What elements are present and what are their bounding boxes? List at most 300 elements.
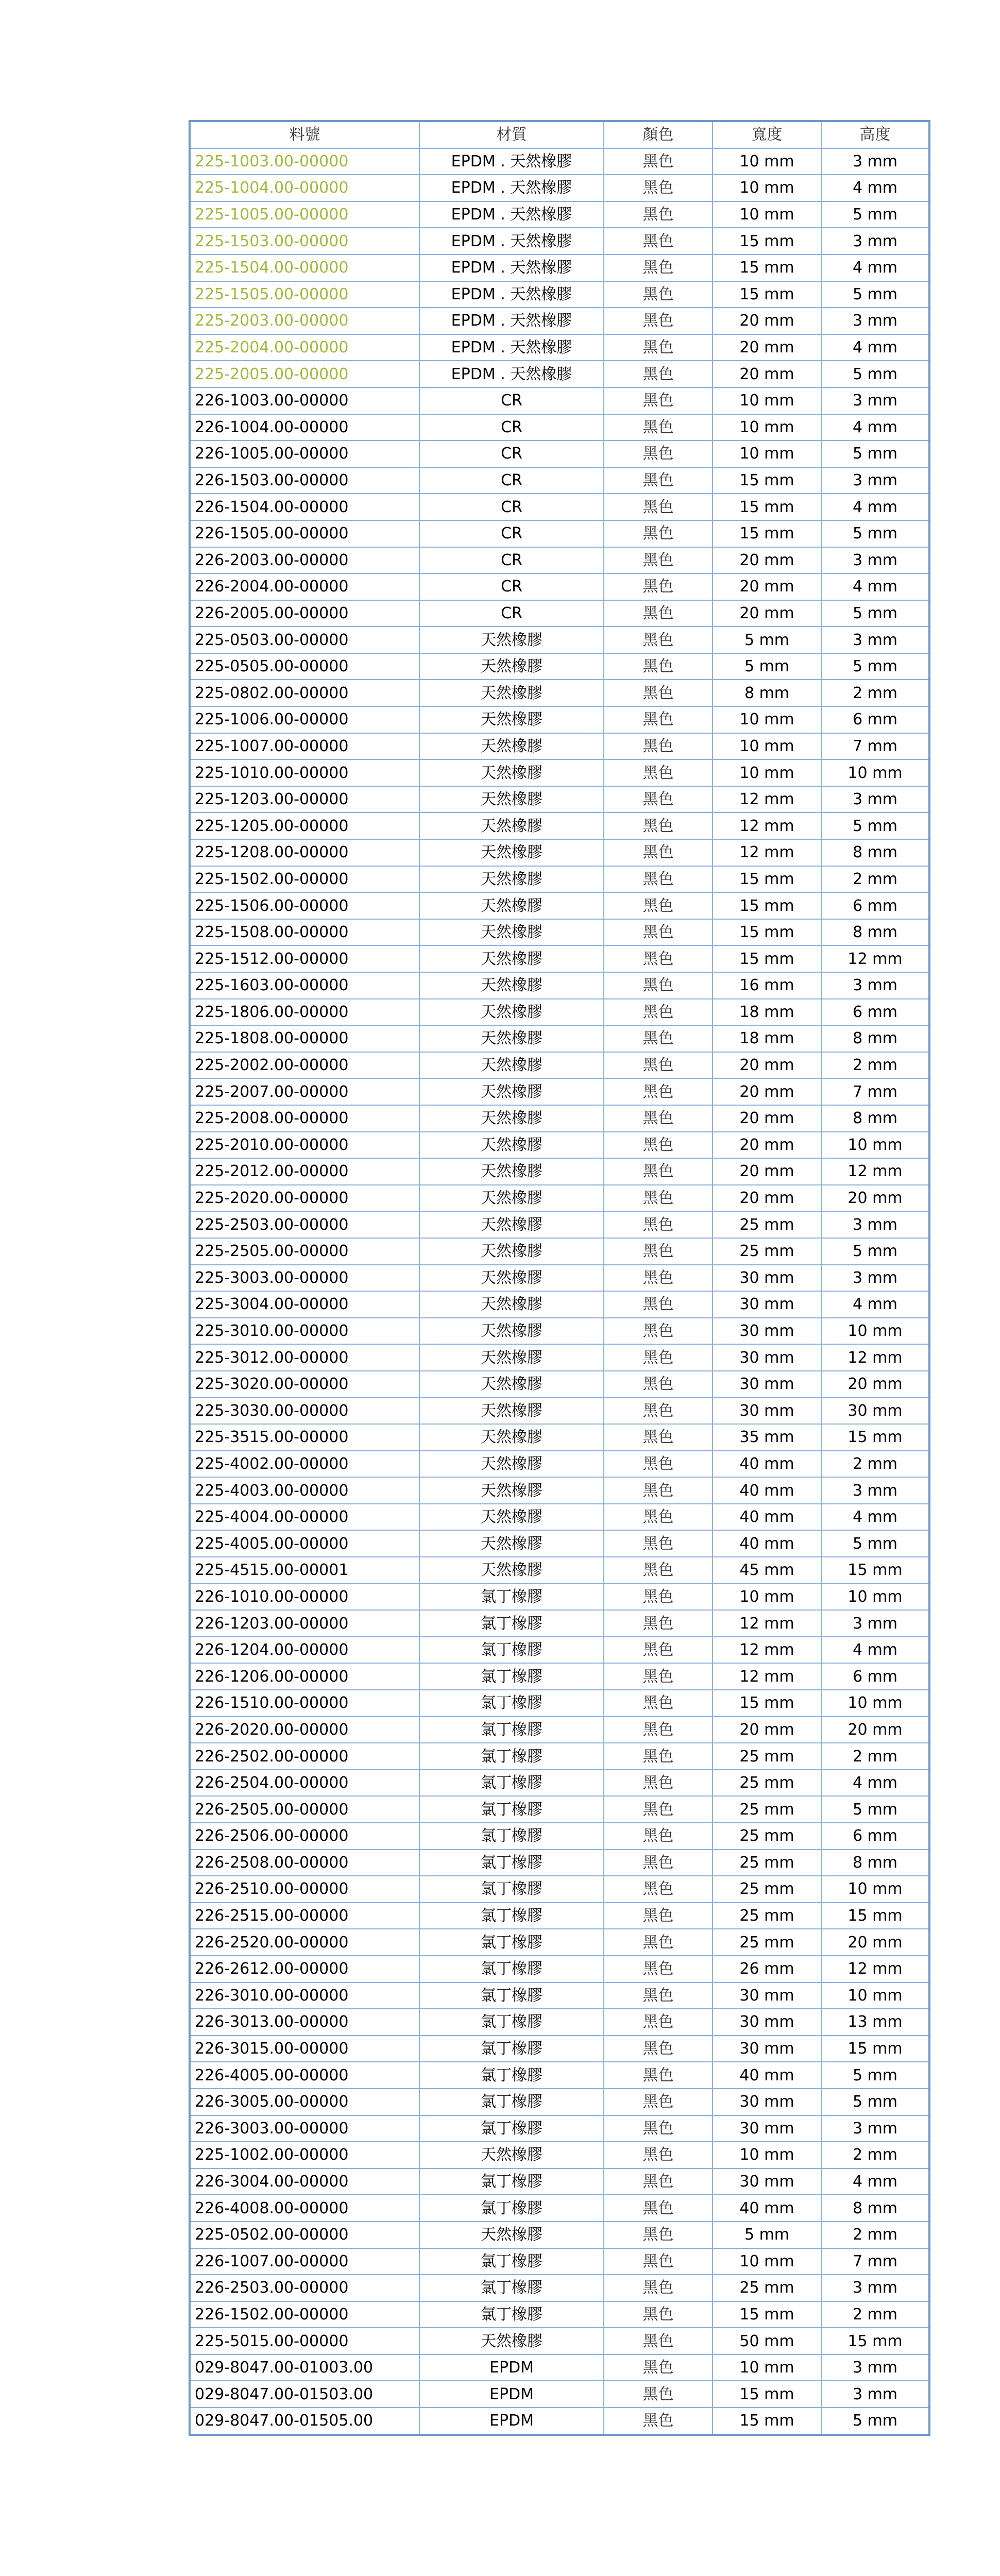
color-cell: 黑色 bbox=[604, 2115, 713, 2142]
width-cell: 45 mm bbox=[713, 1557, 821, 1584]
height-cell: 10 mm bbox=[821, 1690, 929, 1717]
material-cell: 天然橡膠 bbox=[419, 839, 604, 866]
color-cell: 黑色 bbox=[604, 1796, 713, 1823]
part-no-cell: 225-4003.00-00000 bbox=[190, 1477, 419, 1504]
height-cell: 6 mm bbox=[821, 892, 929, 919]
table-row bbox=[190, 680, 929, 706]
part-no-cell: 225-2505.00-00000 bbox=[190, 1238, 419, 1265]
table-row bbox=[190, 2142, 929, 2168]
color-cell: 黑色 bbox=[604, 1823, 713, 1850]
color-cell: 黑色 bbox=[604, 2222, 713, 2248]
width-cell: 25 mm bbox=[713, 1743, 821, 1770]
part-no-cell: 226-4005.00-00000 bbox=[190, 2062, 419, 2089]
part-no-cell: 226-3004.00-00000 bbox=[190, 2168, 419, 2195]
width-cell: 30 mm bbox=[713, 2168, 821, 2195]
material-cell: CR bbox=[419, 414, 604, 441]
height-cell: 8 mm bbox=[821, 839, 929, 866]
table-row bbox=[190, 1717, 929, 1743]
table-row bbox=[190, 1610, 929, 1637]
height-cell: 5 mm bbox=[821, 1796, 929, 1823]
height-cell: 4 mm bbox=[821, 255, 929, 281]
color-cell: 黑色 bbox=[604, 1504, 713, 1531]
height-cell: 8 mm bbox=[821, 1850, 929, 1876]
part-no-cell: 226-1502.00-00000 bbox=[190, 2301, 419, 2328]
part-no-cell: 225-2020.00-00000 bbox=[190, 1185, 419, 1212]
table-row bbox=[190, 573, 929, 600]
height-cell: 3 mm bbox=[821, 626, 929, 653]
color-cell: 黑色 bbox=[604, 839, 713, 866]
width-cell: 15 mm bbox=[713, 2381, 821, 2408]
color-cell: 黑色 bbox=[604, 706, 713, 733]
height-cell: 20 mm bbox=[821, 1185, 929, 1212]
table-row bbox=[190, 2275, 929, 2301]
height-cell: 3 mm bbox=[821, 2275, 929, 2301]
height-cell: 6 mm bbox=[821, 1823, 929, 1850]
width-cell: 10 mm bbox=[713, 2248, 821, 2275]
part-no-cell: 226-2004.00-00000 bbox=[190, 573, 419, 600]
color-cell: 黑色 bbox=[604, 2089, 713, 2115]
table-row bbox=[190, 1823, 929, 1850]
material-cell: 氯丁橡膠 bbox=[419, 2275, 604, 2301]
part-no-cell: 226-3005.00-00000 bbox=[190, 2089, 419, 2115]
table-row bbox=[190, 1743, 929, 1770]
width-cell: 20 mm bbox=[713, 1185, 821, 1212]
color-cell: 黑色 bbox=[604, 1211, 713, 1238]
table-row bbox=[190, 919, 929, 946]
part-no-cell: 225-0505.00-00000 bbox=[190, 653, 419, 680]
width-cell: 12 mm bbox=[713, 786, 821, 813]
width-cell: 30 mm bbox=[713, 1371, 821, 1398]
material-cell: 氯丁橡膠 bbox=[419, 2036, 604, 2062]
color-cell: 黑色 bbox=[604, 1717, 713, 1743]
material-cell: CR bbox=[419, 573, 604, 600]
part-no-cell: 226-1505.00-00000 bbox=[190, 520, 419, 547]
height-cell: 4 mm bbox=[821, 1291, 929, 1318]
part-no-cell: 226-1003.00-00000 bbox=[190, 387, 419, 414]
height-cell: 5 mm bbox=[821, 2089, 929, 2115]
table-row bbox=[190, 1291, 929, 1318]
color-cell: 黑色 bbox=[604, 1690, 713, 1717]
color-cell: 黑色 bbox=[604, 1850, 713, 1876]
material-cell: 天然橡膠 bbox=[419, 786, 604, 813]
color-cell: 黑色 bbox=[604, 1770, 713, 1797]
material-cell: 氯丁橡膠 bbox=[419, 1929, 604, 1956]
material-cell: 氯丁橡膠 bbox=[419, 1717, 604, 1743]
height-cell: 8 mm bbox=[821, 1025, 929, 1052]
width-cell: 15 mm bbox=[713, 255, 821, 281]
part-no-cell: 225-1007.00-00000 bbox=[190, 733, 419, 760]
table-row bbox=[190, 2328, 929, 2354]
material-cell: 天然橡膠 bbox=[419, 892, 604, 919]
part-no-cell: 226-1204.00-00000 bbox=[190, 1637, 419, 1664]
width-cell: 20 mm bbox=[713, 1105, 821, 1132]
width-cell: 30 mm bbox=[713, 2089, 821, 2115]
color-cell: 黑色 bbox=[604, 1982, 713, 2009]
part-no-cell: 225-3012.00-00000 bbox=[190, 1344, 419, 1371]
color-cell: 黑色 bbox=[604, 945, 713, 972]
height-cell: 5 mm bbox=[821, 653, 929, 680]
table-row bbox=[190, 1530, 929, 1557]
width-cell: 10 mm bbox=[713, 706, 821, 733]
table-row bbox=[190, 839, 929, 866]
height-cell: 3 mm bbox=[821, 228, 929, 255]
height-cell: 12 mm bbox=[821, 1158, 929, 1185]
height-cell: 5 mm bbox=[821, 520, 929, 547]
width-cell: 20 mm bbox=[713, 1158, 821, 1185]
width-cell: 25 mm bbox=[713, 1770, 821, 1797]
width-cell: 40 mm bbox=[713, 1477, 821, 1504]
height-cell: 12 mm bbox=[821, 945, 929, 972]
color-cell: 黑色 bbox=[604, 1132, 713, 1159]
part-no-cell: 225-1512.00-00000 bbox=[190, 945, 419, 972]
color-cell: 黑色 bbox=[604, 1451, 713, 1478]
material-cell: CR bbox=[419, 600, 604, 627]
part-no-cell: 225-1004.00-00000 bbox=[190, 175, 419, 201]
color-cell: 黑色 bbox=[604, 1344, 713, 1371]
height-cell: 5 mm bbox=[821, 600, 929, 627]
part-no-cell: 226-2520.00-00000 bbox=[190, 1929, 419, 1956]
table-row bbox=[190, 1982, 929, 2009]
part-no-cell: 029-8047.00-01503.00 bbox=[190, 2381, 419, 2408]
part-no-cell: 225-2004.00-00000 bbox=[190, 334, 419, 361]
material-cell: 氯丁橡膠 bbox=[419, 2248, 604, 2275]
table-row bbox=[190, 1424, 929, 1451]
width-cell: 30 mm bbox=[713, 2036, 821, 2062]
part-no-cell: 225-4515.00-00001 bbox=[190, 1557, 419, 1584]
height-cell: 8 mm bbox=[821, 1105, 929, 1132]
height-cell: 6 mm bbox=[821, 706, 929, 733]
part-no-cell: 226-2502.00-00000 bbox=[190, 1743, 419, 1770]
material-cell: 天然橡膠 bbox=[419, 1291, 604, 1318]
color-cell: 黑色 bbox=[604, 733, 713, 760]
width-cell: 40 mm bbox=[713, 2195, 821, 2222]
part-no-cell: 226-3010.00-00000 bbox=[190, 1982, 419, 2009]
height-cell: 3 mm bbox=[821, 1265, 929, 1292]
table-row bbox=[190, 1105, 929, 1132]
table-row bbox=[190, 1398, 929, 1425]
width-cell: 5 mm bbox=[713, 2222, 821, 2248]
material-cell: 氯丁橡膠 bbox=[419, 2195, 604, 2222]
height-cell: 3 mm bbox=[821, 1211, 929, 1238]
width-cell: 25 mm bbox=[713, 1850, 821, 1876]
table-row bbox=[190, 228, 929, 255]
width-cell: 10 mm bbox=[713, 414, 821, 441]
color-cell: 黑色 bbox=[604, 334, 713, 361]
part-no-cell: 226-2612.00-00000 bbox=[190, 1956, 419, 1982]
height-cell: 15 mm bbox=[821, 1903, 929, 1929]
part-no-cell: 226-2506.00-00000 bbox=[190, 1823, 419, 1850]
height-cell: 2 mm bbox=[821, 680, 929, 706]
material-cell: 天然橡膠 bbox=[419, 866, 604, 893]
width-cell: 25 mm bbox=[713, 1796, 821, 1823]
width-cell: 15 mm bbox=[713, 520, 821, 547]
width-cell: 15 mm bbox=[713, 2301, 821, 2328]
table-row bbox=[190, 1371, 929, 1398]
table-row bbox=[190, 1211, 929, 1238]
part-no-cell: 226-1004.00-00000 bbox=[190, 414, 419, 441]
height-cell: 4 mm bbox=[821, 494, 929, 520]
material-cell: 天然橡膠 bbox=[419, 1238, 604, 1265]
table-row bbox=[190, 201, 929, 228]
height-cell: 20 mm bbox=[821, 1717, 929, 1743]
header-material: 材質 bbox=[419, 121, 604, 148]
width-cell: 10 mm bbox=[713, 759, 821, 786]
color-cell: 黑色 bbox=[604, 1530, 713, 1557]
part-no-cell: 226-2510.00-00000 bbox=[190, 1876, 419, 1903]
color-cell: 黑色 bbox=[604, 1318, 713, 1345]
material-cell: 氯丁橡膠 bbox=[419, 1796, 604, 1823]
height-cell: 2 mm bbox=[821, 2301, 929, 2328]
color-cell: 黑色 bbox=[604, 1052, 713, 1079]
color-cell: 黑色 bbox=[604, 414, 713, 441]
height-cell: 5 mm bbox=[821, 2408, 929, 2435]
width-cell: 30 mm bbox=[713, 1318, 821, 1345]
color-cell: 黑色 bbox=[604, 1185, 713, 1212]
table-row bbox=[190, 1451, 929, 1478]
material-cell: EPDM . 天然橡膠 bbox=[419, 361, 604, 387]
color-cell: 黑色 bbox=[604, 866, 713, 893]
height-cell: 2 mm bbox=[821, 2142, 929, 2168]
height-cell: 15 mm bbox=[821, 2328, 929, 2354]
part-no-cell: 226-2005.00-00000 bbox=[190, 600, 419, 627]
width-cell: 20 mm bbox=[713, 1132, 821, 1159]
width-cell: 40 mm bbox=[713, 1504, 821, 1531]
part-no-cell: 226-1203.00-00000 bbox=[190, 1610, 419, 1637]
material-cell: 天然橡膠 bbox=[419, 812, 604, 839]
part-no-cell: 225-1505.00-00000 bbox=[190, 281, 419, 308]
table-row bbox=[190, 1185, 929, 1212]
width-cell: 35 mm bbox=[713, 1424, 821, 1451]
table-row bbox=[190, 1956, 929, 1982]
height-cell: 10 mm bbox=[821, 1876, 929, 1903]
table-row bbox=[190, 520, 929, 547]
material-cell: 天然橡膠 bbox=[419, 919, 604, 946]
material-cell: 天然橡膠 bbox=[419, 733, 604, 760]
material-cell: 氯丁橡膠 bbox=[419, 1663, 604, 1690]
width-cell: 20 mm bbox=[713, 1052, 821, 1079]
material-cell: 天然橡膠 bbox=[419, 2222, 604, 2248]
table-row bbox=[190, 414, 929, 441]
height-cell: 3 mm bbox=[821, 387, 929, 414]
color-cell: 黑色 bbox=[604, 2354, 713, 2381]
width-cell: 40 mm bbox=[713, 1530, 821, 1557]
width-cell: 10 mm bbox=[713, 1584, 821, 1611]
part-no-cell: 225-4002.00-00000 bbox=[190, 1451, 419, 1478]
color-cell: 黑色 bbox=[604, 1238, 713, 1265]
color-cell: 黑色 bbox=[604, 2142, 713, 2168]
width-cell: 15 mm bbox=[713, 1690, 821, 1717]
material-cell: 氯丁橡膠 bbox=[419, 1690, 604, 1717]
table-row bbox=[190, 387, 929, 414]
color-cell: 黑色 bbox=[604, 2195, 713, 2222]
color-cell: 黑色 bbox=[604, 2036, 713, 2062]
height-cell: 5 mm bbox=[821, 2062, 929, 2089]
color-cell: 黑色 bbox=[604, 919, 713, 946]
height-cell: 3 mm bbox=[821, 1610, 929, 1637]
material-cell: 氯丁橡膠 bbox=[419, 2062, 604, 2089]
height-cell: 4 mm bbox=[821, 334, 929, 361]
part-no-cell: 225-1010.00-00000 bbox=[190, 759, 419, 786]
color-cell: 黑色 bbox=[604, 1158, 713, 1185]
height-cell: 4 mm bbox=[821, 175, 929, 201]
material-cell: EPDM bbox=[419, 2381, 604, 2408]
color-cell: 黑色 bbox=[604, 308, 713, 334]
width-cell: 20 mm bbox=[713, 573, 821, 600]
height-cell: 7 mm bbox=[821, 733, 929, 760]
material-cell: 天然橡膠 bbox=[419, 1132, 604, 1159]
height-cell: 4 mm bbox=[821, 2168, 929, 2195]
table-row bbox=[190, 1903, 929, 1929]
width-cell: 15 mm bbox=[713, 2408, 821, 2435]
part-no-cell: 226-2504.00-00000 bbox=[190, 1770, 419, 1797]
height-cell: 3 mm bbox=[821, 547, 929, 574]
color-cell: 黑色 bbox=[604, 467, 713, 494]
table-row bbox=[190, 706, 929, 733]
color-cell: 黑色 bbox=[604, 175, 713, 201]
color-cell: 黑色 bbox=[604, 2248, 713, 2275]
width-cell: 40 mm bbox=[713, 1451, 821, 1478]
height-cell: 2 mm bbox=[821, 1052, 929, 1079]
material-cell: EPDM bbox=[419, 2354, 604, 2381]
material-cell: EPDM . 天然橡膠 bbox=[419, 334, 604, 361]
table-row bbox=[190, 1477, 929, 1504]
material-cell: 天然橡膠 bbox=[419, 999, 604, 1026]
header-width: 寬度 bbox=[713, 121, 821, 148]
part-no-cell: 226-2003.00-00000 bbox=[190, 547, 419, 574]
width-cell: 20 mm bbox=[713, 308, 821, 334]
color-cell: 黑色 bbox=[604, 1398, 713, 1425]
color-cell: 黑色 bbox=[604, 547, 713, 574]
color-cell: 黑色 bbox=[604, 1956, 713, 1982]
height-cell: 5 mm bbox=[821, 361, 929, 387]
color-cell: 黑色 bbox=[604, 1929, 713, 1956]
table-row bbox=[190, 2222, 929, 2248]
table-row bbox=[190, 2301, 929, 2328]
material-cell: 氯丁橡膠 bbox=[419, 1903, 604, 1929]
material-cell: EPDM . 天然橡膠 bbox=[419, 201, 604, 228]
part-no-cell: 029-8047.00-01003.00 bbox=[190, 2354, 419, 2381]
color-cell: 黑色 bbox=[604, 520, 713, 547]
material-cell: 天然橡膠 bbox=[419, 1371, 604, 1398]
table-row bbox=[190, 1663, 929, 1690]
height-cell: 8 mm bbox=[821, 2195, 929, 2222]
material-cell: 氯丁橡膠 bbox=[419, 2009, 604, 2036]
color-cell: 黑色 bbox=[604, 573, 713, 600]
table-row bbox=[190, 786, 929, 813]
width-cell: 12 mm bbox=[713, 1610, 821, 1637]
part-no-cell: 226-2503.00-00000 bbox=[190, 2275, 419, 2301]
table-row bbox=[190, 308, 929, 334]
table-row bbox=[190, 866, 929, 893]
color-cell: 黑色 bbox=[604, 1903, 713, 1929]
color-cell: 黑色 bbox=[604, 1025, 713, 1052]
part-no-cell: 225-1506.00-00000 bbox=[190, 892, 419, 919]
width-cell: 10 mm bbox=[713, 148, 821, 175]
table-row bbox=[190, 2009, 929, 2036]
height-cell: 2 mm bbox=[821, 1743, 929, 1770]
width-cell: 15 mm bbox=[713, 281, 821, 308]
part-no-cell: 226-2020.00-00000 bbox=[190, 1717, 419, 1743]
material-cell: 氯丁橡膠 bbox=[419, 1823, 604, 1850]
material-cell: 天然橡膠 bbox=[419, 2328, 604, 2354]
part-no-cell: 226-2505.00-00000 bbox=[190, 1796, 419, 1823]
width-cell: 10 mm bbox=[713, 733, 821, 760]
table-row bbox=[190, 1876, 929, 1903]
height-cell: 3 mm bbox=[821, 308, 929, 334]
table-row bbox=[190, 547, 929, 574]
material-cell: 天然橡膠 bbox=[419, 1052, 604, 1079]
material-cell: 天然橡膠 bbox=[419, 1158, 604, 1185]
material-cell: 天然橡膠 bbox=[419, 1424, 604, 1451]
table-row bbox=[190, 2168, 929, 2195]
height-cell: 30 mm bbox=[821, 1398, 929, 1425]
height-cell: 6 mm bbox=[821, 1663, 929, 1690]
height-cell: 8 mm bbox=[821, 919, 929, 946]
height-cell: 5 mm bbox=[821, 812, 929, 839]
width-cell: 10 mm bbox=[713, 387, 821, 414]
color-cell: 黑色 bbox=[604, 759, 713, 786]
table-row bbox=[190, 494, 929, 520]
part-no-cell: 225-0503.00-00000 bbox=[190, 626, 419, 653]
material-cell: 天然橡膠 bbox=[419, 1185, 604, 1212]
material-cell: 天然橡膠 bbox=[419, 1451, 604, 1478]
color-cell: 黑色 bbox=[604, 600, 713, 627]
part-no-cell: 226-1007.00-00000 bbox=[190, 2248, 419, 2275]
material-cell: 天然橡膠 bbox=[419, 626, 604, 653]
color-cell: 黑色 bbox=[604, 2009, 713, 2036]
part-no-cell: 226-1005.00-00000 bbox=[190, 440, 419, 467]
height-cell: 4 mm bbox=[821, 573, 929, 600]
material-cell: 氯丁橡膠 bbox=[419, 1876, 604, 1903]
color-cell: 黑色 bbox=[604, 972, 713, 999]
material-cell: 天然橡膠 bbox=[419, 2142, 604, 2168]
spec-sheet bbox=[189, 120, 930, 2436]
part-no-cell: 225-1006.00-00000 bbox=[190, 706, 419, 733]
color-cell: 黑色 bbox=[604, 1265, 713, 1292]
part-no-cell: 226-1504.00-00000 bbox=[190, 494, 419, 520]
color-cell: 黑色 bbox=[604, 2062, 713, 2089]
part-no-cell: 225-3020.00-00000 bbox=[190, 1371, 419, 1398]
height-cell: 5 mm bbox=[821, 201, 929, 228]
height-cell: 3 mm bbox=[821, 467, 929, 494]
material-cell: 天然橡膠 bbox=[419, 1105, 604, 1132]
color-cell: 黑色 bbox=[604, 1477, 713, 1504]
part-no-cell: 225-0802.00-00000 bbox=[190, 680, 419, 706]
part-no-cell: 226-1510.00-00000 bbox=[190, 1690, 419, 1717]
table-row bbox=[190, 1637, 929, 1664]
height-cell: 6 mm bbox=[821, 999, 929, 1026]
table-row bbox=[190, 812, 929, 839]
width-cell: 5 mm bbox=[713, 653, 821, 680]
width-cell: 30 mm bbox=[713, 2009, 821, 2036]
part-no-cell: 225-1002.00-00000 bbox=[190, 2142, 419, 2168]
color-cell: 黑色 bbox=[604, 1105, 713, 1132]
height-cell: 5 mm bbox=[821, 1238, 929, 1265]
height-cell: 10 mm bbox=[821, 759, 929, 786]
part-no-cell: 226-4008.00-00000 bbox=[190, 2195, 419, 2222]
part-no-cell: 225-2010.00-00000 bbox=[190, 1132, 419, 1159]
color-cell: 黑色 bbox=[604, 1584, 713, 1611]
material-cell: CR bbox=[419, 467, 604, 494]
height-cell: 15 mm bbox=[821, 1557, 929, 1584]
width-cell: 30 mm bbox=[713, 2115, 821, 2142]
table-row bbox=[190, 2036, 929, 2062]
height-cell: 2 mm bbox=[821, 1451, 929, 1478]
color-cell: 黑色 bbox=[604, 148, 713, 175]
part-no-cell: 225-1806.00-00000 bbox=[190, 999, 419, 1026]
table-row bbox=[190, 733, 929, 760]
material-cell: 天然橡膠 bbox=[419, 1557, 604, 1584]
